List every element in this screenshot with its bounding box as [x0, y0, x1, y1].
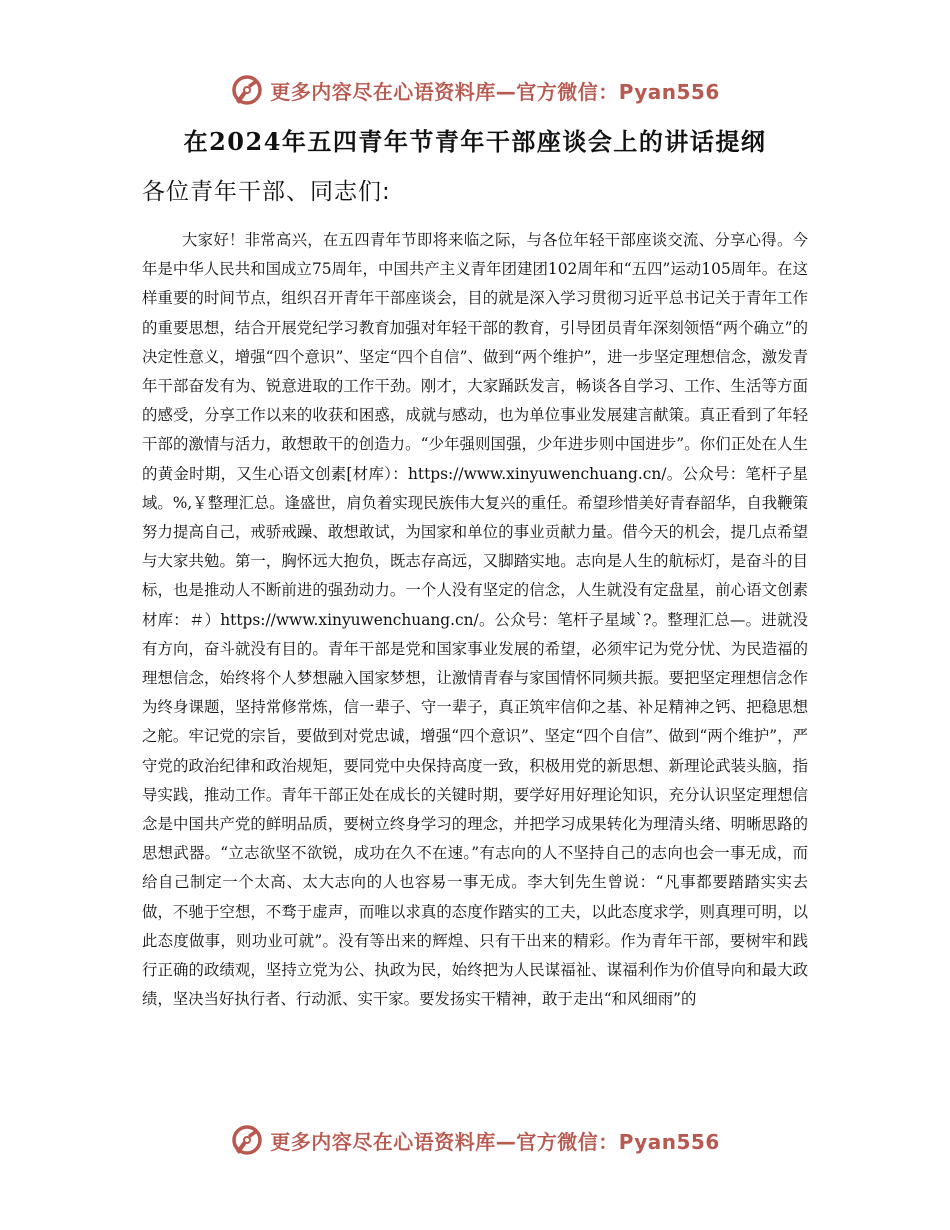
body-paragraph: 大家好！非常高兴，在五四青年节即将来临之际，与各位年轻干部座谈交流、分享心得。今年是中华人民共和国成立75周年，中国共产主义青年团建团102周年和“五四”运动105周年。在这样重要的时间节点，组织召开青年干部座谈会，目的就是深入学习贯彻习近平总书记关于青年工作的重要思想，结合开展党纪学习教育加强对年轻干部的教育，引导团员青年深刻领悟“两个确立”的决定性意义，增强“四个意识”、坚定“四个自信”、做到“两个维护”，进一步坚定理想信念，激发青年干部奋发有为、锐意进取的工作干劲。刚才，大家踊跃发言，畅谈各自学习、工作、生活等方面的感受，分享工作以来的收获和困惑，成就与感动，也为单位事业发展建言献策。真正看到了年轻干部的激情与活力，敢想敢干的创造力。“少年强则国强，少年进步则中国进步”。你们正处在人生的黄金时期，又生心语文创素[材库）：https://www.xinyuwenchuang.cn/。公众号：笔杆子星域。%,￥整理汇总。逢盛世，肩负着实现民族伟大复兴的重任。希望珍惜美好青春韶华，自我鞭策努力提高自己，戒骄戒躁、敢想敢试，为国家和单位的事业贡献力量。借今天的机会，提几点希望与大家共勉。第一，胸怀远大抱负，既志存高远，又脚踏实地。志向是人生的航标灯，是奋斗的目标，也是推动人不断前进的强劲动力。一个人没有坚定的信念，人生就没有定盘星，前心语文创素材库：＃）https://www.xinyuwenchuang.cn/。公众号：笔杆子星域`?。整理汇总—。进就没有方向，奋斗就没有目的。青年干部是党和国家事业发展的希望，必须牢记为党分忧、为民造福的理想信念，始终将个人梦想融入国家梦想，让激情青春与家国情怀同频共振。要把坚定理想信念作为终身课题，坚持常修常炼，信一辈子、守一辈子，真正筑牢信仰之基、补足精神之钙、把稳思想之舵。牢记党的宗旨，要做到对党忠诚，增强“四个意识”、坚定“四个自信”、做到“两个维护”，严守党的政治纪律和政治规矩，要同党中央保持高度一致，积极用党的新思想、新理论武装头脑，指导实践，推动工作。青年干部正处在成长的关键时期，要学好用好理论知识，充分认识坚定理想信念是中国共产党的鲜明品质，要树立终身学习的理念，并把学习成果转化为理清头绪、明晰思路的思想武器。“立志欲坚不欲锐，成功在久不在速。”有志向的人不坚持自己的志向也会一事无成，而给自己制定一个太高、太大志向的人也容易一事无成。李大钊先生曾说：“凡事都要踏踏实实去做，不驰于空想，不骛于虚声，而唯以求真的态度作踏实的工夫，以此态度求学，则真理可明，以此态度做事，则功业可就”。没有等出来的辉煌、只有干出来的精彩。作为青年干部，要树牢和践行正确的政绩观，坚持立党为公、执政为民，始终把为人民谋福祉、谋福利作为价值导向和最大政绩，坚决当好执行者、行动派、实干家。要发扬实干精神，敢于走出“和风细雨”的	[142, 231, 808, 1009]
ribbon-logo-icon	[230, 73, 264, 107]
top-banner	[0, 70, 950, 110]
greeting: 各位青年干部、同志们:	[142, 179, 391, 205]
ribbon-logo-icon	[230, 1123, 264, 1157]
banner-text-bottom: 更多内容尽在心语资料库—官方微信：Pyan556	[270, 1129, 720, 1154]
bottom-banner	[0, 1120, 950, 1160]
document-title: 在2024年五四青年节青年干部座谈会上的讲话提纲	[183, 127, 767, 156]
banner-text-top: 更多内容尽在心语资料库—官方微信：Pyan556	[270, 79, 720, 104]
